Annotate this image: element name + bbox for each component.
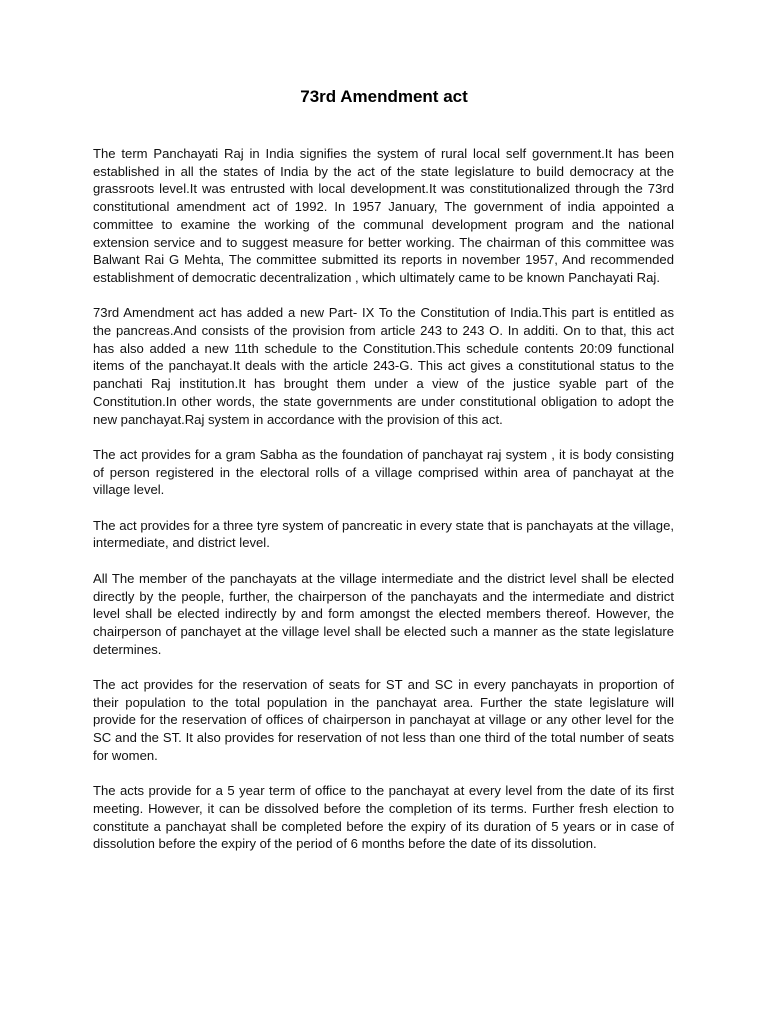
paragraph-three-tier-system: The act provides for a three tyre system of pancreatic in every state that is panchayats at the village, intermediate, and district level.: [93, 517, 674, 551]
paragraph-part-ix: 73rd Amendment act has added a new Part- IX To the Constitution of India.This part is entitled as the pancreas.And consists of the provision from article 243 to 243 O. In additi. On to that, this act has also added a new 11th schedule to the Constitution.This schedule contents 20:09 functional items of the panchayat.It deals with the article 243-G. This act gives a constitutional status to the panchati Raj institution.It has brought them under a view of the justice syable part of the Constitution.In other words, the state governments are under constitutional obligation to adopt the new panchayat.Raj system in accordance with the provision of this act.: [93, 305, 674, 427]
paragraph-introduction: The term Panchayati Raj in India signifies the system of rural local self government.It has been established in all the states of India by the act of the state legislature to build democracy at the grassroots level.It was entrusted with local development.It was constitutionalized through the 73rd constitutional amendment act of 1992. In 1957 January, The government of india appointed a committee to examine the working of the communal development program and the national extension service and to suggest measure for better working. The chairman of this committee was Balwant Rai G Mehta, The committee submitted its reports in november 1957, And recommended establishment of democratic decentralization , which ultimately came to be known Panchayati Raj.: [93, 146, 674, 285]
paragraph-term-of-office: The acts provide for a 5 year term of office to the panchayat at every level from the date of its first meeting. However, it can be dissolved before the completion of its terms. Further fresh election to constitute a panchayat shall be completed before the expiry of its duration of 5 years or in case of dissolution before the expiry of the period of 6 months before the date of its dissolution.: [93, 783, 674, 852]
paragraph-reservation: The act provides for the reservation of seats for ST and SC in every panchayats in proportion of their population to the total population in the panchayat area. Further the state legislature will provide for the reservation of offices of chairperson in panchayat at village or any other level for the SC and the ST. It also provides for reservation of not less than one third of the total number of seats for women.: [93, 677, 674, 763]
paragraph-elections: All The member of the panchayats at the village intermediate and the district level shall be elected directly by the people, further, the chairperson of the panchayats and the intermediate and district level shall be elected indirectly by and form amongst the elected members thereof. However, the chairperson of panchayet at the village level shall be elected such a manner as the state legislature determines.: [93, 570, 674, 657]
document-title: 73rd Amendment act: [300, 87, 468, 106]
document-body: [93, 145, 674, 853]
paragraph-gram-sabha: The act provides for a gram Sabha as the foundation of panchayat raj system , it is body consisting of person registered in the electoral rolls of a village comprised within area of panchayat at the village level.: [93, 446, 674, 498]
